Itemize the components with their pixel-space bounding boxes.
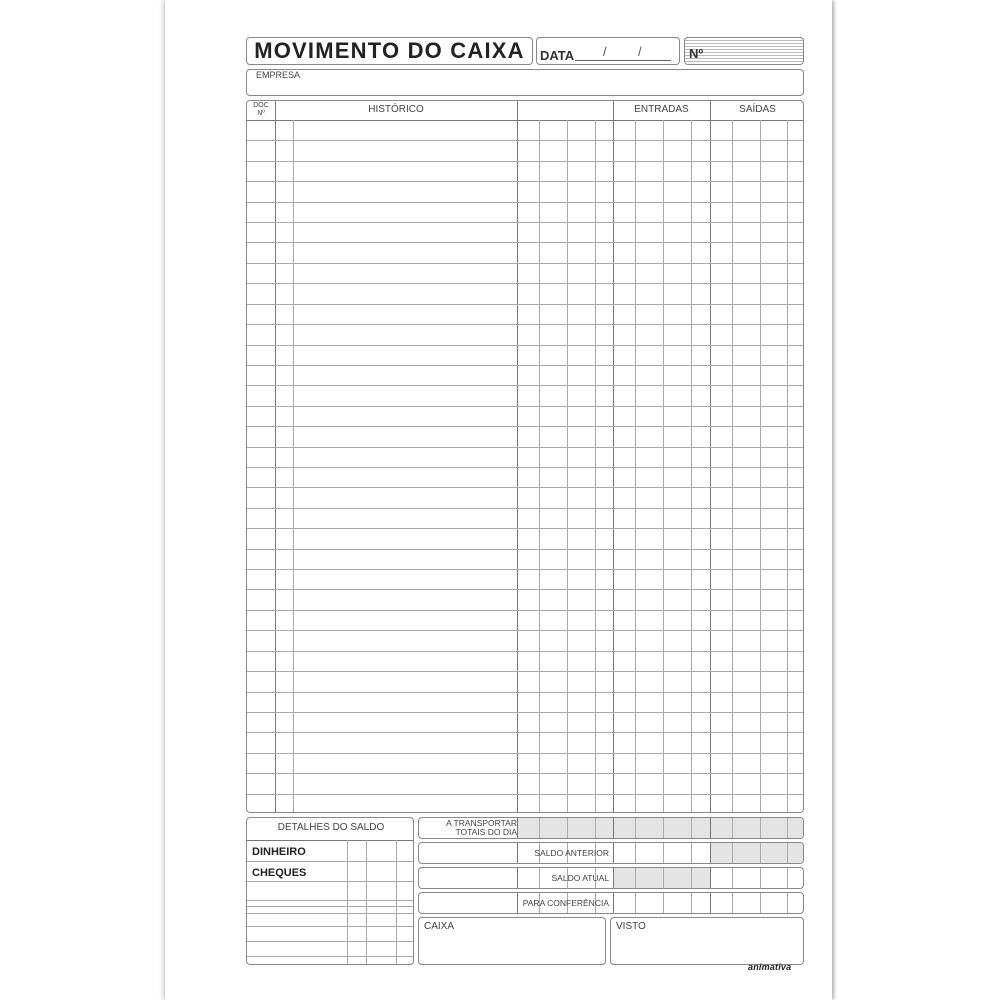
para-conferencia-label: PARA CONFERÊNCIA: [522, 898, 609, 908]
cell-divider: [787, 893, 788, 914]
saldo-atual-row: [418, 867, 804, 889]
table-row: [247, 569, 804, 570]
table-row: [247, 304, 804, 305]
cell-divider: [760, 893, 761, 914]
cell-divider: [663, 818, 664, 839]
table-row: [247, 692, 804, 693]
visto-label: VISTO: [616, 921, 646, 932]
cell-divider: [732, 868, 733, 889]
table-row: [247, 426, 804, 427]
doc-column-header-sub: Nº: [257, 110, 265, 117]
cell-divider: [710, 893, 711, 914]
column-divider: [613, 101, 614, 813]
totais-row: [418, 817, 804, 839]
table-row: [247, 773, 804, 774]
cell-divider: [663, 868, 664, 889]
list-item: [247, 900, 414, 901]
table-row: [247, 202, 804, 203]
cell-divider: [787, 818, 788, 839]
list-item: [247, 861, 414, 862]
list-item: [247, 913, 414, 914]
ledger-table: [246, 100, 804, 813]
list-item: [247, 881, 414, 882]
cell-divider: [691, 843, 692, 864]
totais-dia-label: TOTAIS DO DIA: [455, 827, 517, 837]
table-row: [247, 385, 804, 386]
table-row: [247, 447, 804, 448]
table-row: [247, 589, 804, 590]
table-row: [247, 610, 804, 611]
date-separator: /: [638, 44, 642, 59]
table-row: [247, 508, 804, 509]
cell-divider: [517, 818, 518, 839]
column-divider: [517, 101, 518, 813]
detalhes-saldo-label: DETALHES DO SALDO: [277, 822, 385, 833]
table-row: [247, 242, 804, 243]
cell-divider: [635, 893, 636, 914]
table-row: [247, 365, 804, 366]
date-separator: /: [603, 44, 607, 59]
table-row: [247, 651, 804, 652]
conferencia-row: [418, 892, 804, 914]
cell-divider: [760, 818, 761, 839]
date-label: DATA: [540, 48, 575, 63]
column-divider: [710, 101, 711, 813]
table-row: [247, 263, 804, 264]
table-row: [247, 794, 804, 795]
cell-divider: [613, 893, 614, 914]
cell-divider: [613, 818, 614, 839]
saidas-column-header: SAÍDAS: [739, 104, 776, 115]
table-row: [247, 467, 804, 468]
cell-divider: [710, 843, 711, 864]
cell-divider: [635, 868, 636, 889]
table-row: [247, 283, 804, 284]
table-row: [247, 181, 804, 182]
cell-divider: [691, 893, 692, 914]
cheques-label: CHEQUES: [252, 867, 307, 879]
shaded-cells: [613, 868, 710, 889]
list-item: [247, 906, 414, 907]
table-row: [247, 528, 804, 529]
cell-divider: [710, 868, 711, 889]
table-row: [247, 487, 804, 488]
shaded-cells: [710, 843, 804, 864]
cell-divider: [787, 868, 788, 889]
cell-divider: [663, 843, 664, 864]
detalhes-header-divider: [247, 840, 414, 841]
cell-divider: [595, 818, 596, 839]
empresa-field[interactable]: [246, 69, 804, 96]
cell-divider: [635, 818, 636, 839]
table-row: [247, 222, 804, 223]
table-row: [247, 630, 804, 631]
cell-divider: [366, 840, 367, 965]
table-row: [247, 753, 804, 754]
cell-divider: [567, 818, 568, 839]
empresa-label: EMPRESA: [256, 70, 301, 80]
cell-divider: [347, 840, 348, 965]
header-divider: [247, 120, 804, 121]
cell-divider: [710, 818, 711, 839]
form-title: MOVIMENTO DO CAIXA: [254, 38, 525, 63]
cell-divider: [396, 840, 397, 965]
date-underline: [575, 60, 671, 61]
transportar-label: A TRANSPORTAR: [446, 818, 517, 828]
cell-divider: [787, 843, 788, 864]
detalhes-saldo-box: [246, 817, 414, 965]
caixa-label: CAIXA: [424, 921, 455, 932]
column-divider: [275, 101, 276, 813]
cell-divider: [760, 843, 761, 864]
list-item: [247, 956, 414, 957]
table-row: [247, 345, 804, 346]
table-row: [247, 732, 804, 733]
cell-divider: [635, 843, 636, 864]
table-row: [247, 140, 804, 141]
table-row: [247, 161, 804, 162]
doc-column-header: DOC: [253, 102, 269, 109]
entradas-column-header: ENTRADAS: [634, 104, 689, 115]
saldo-atual-label: SALDO ATUAL: [551, 873, 609, 883]
dinheiro-label: DINHEIRO: [252, 846, 306, 858]
table-row: [247, 671, 804, 672]
cell-divider: [613, 843, 614, 864]
table-row: [247, 712, 804, 713]
cell-divider: [663, 893, 664, 914]
number-label: Nº: [689, 46, 704, 61]
cell-divider: [691, 868, 692, 889]
cell-divider: [691, 818, 692, 839]
saldo-anterior-row: [418, 842, 804, 864]
cell-divider: [732, 818, 733, 839]
list-item: [247, 926, 414, 927]
historico-column-header: HISTÓRICO: [368, 104, 424, 115]
table-row: [247, 549, 804, 550]
table-row: [247, 324, 804, 325]
table-row: [247, 406, 804, 407]
cell-divider: [539, 818, 540, 839]
cell-divider: [613, 868, 614, 889]
saldo-anterior-label: SALDO ANTERIOR: [534, 848, 609, 858]
cell-divider: [760, 868, 761, 889]
brand-logo: animativa: [748, 962, 792, 972]
list-item: [247, 941, 414, 942]
cell-divider: [732, 843, 733, 864]
cell-divider: [732, 893, 733, 914]
